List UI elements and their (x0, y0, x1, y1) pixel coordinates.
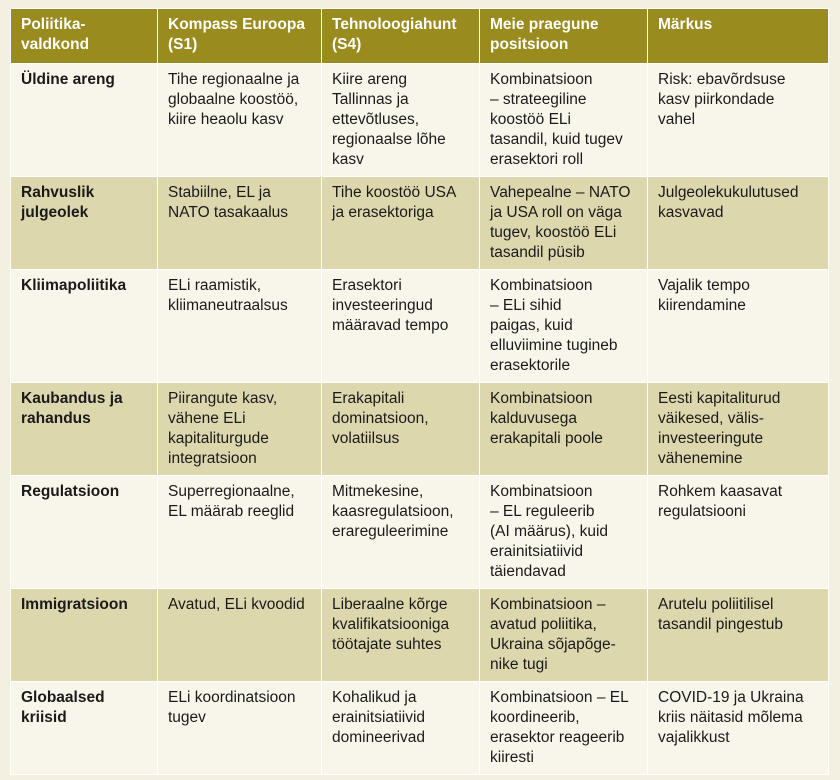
cell-text-line: Erasektori (332, 277, 402, 294)
header-s1-kompass-euroopa (158, 9, 322, 64)
cell-text-line: volatiilsus (332, 430, 400, 447)
cell-s1 (158, 383, 322, 476)
header-text-line: Tehnoloogiahunt (332, 16, 457, 33)
cell-text-line: avatud poliitika, (490, 616, 597, 633)
cell-text-line: kalduvusega (490, 410, 578, 427)
table-row (11, 589, 829, 682)
cell-text-line: erainitsiatiivid (332, 709, 426, 726)
cell-policy-area (11, 64, 158, 177)
cell-text-line: domineerivad (332, 729, 426, 746)
cell-note (648, 383, 829, 476)
cell-text-line: erasektor reageerib (490, 729, 625, 746)
cell-text-line: kasvavad (658, 204, 724, 221)
policy-comparison-table-frame (10, 8, 828, 775)
cell-text-line: Arutelu poliitilisel (658, 596, 774, 613)
cell-text-line: EL määrab reeglid (168, 503, 295, 520)
cell-text-line: Globaalsed (21, 689, 105, 706)
cell-current-position (480, 177, 648, 270)
cell-note (648, 64, 829, 177)
cell-text-line: Superregionaalne, (168, 483, 295, 500)
table-row (11, 177, 829, 270)
cell-s1 (158, 270, 322, 383)
cell-text-line: ELi raamistik, (168, 277, 262, 294)
header-text-line: Kompass Euroopa (168, 16, 305, 33)
cell-text-line: Kombinatsioon – EL (490, 689, 629, 706)
cell-s4 (322, 682, 480, 775)
table-row (11, 682, 829, 775)
cell-text-line: Stabiilne, EL ja (168, 184, 271, 201)
header-text-line: Märkus (658, 16, 713, 33)
cell-policy-area (11, 682, 158, 775)
header-text-line: Poliitika- (21, 16, 86, 33)
cell-text-line: (AI määrus), kuid (490, 523, 609, 540)
cell-text-line: ettevõtluses, (332, 111, 420, 128)
cell-text-line: erasektorile (490, 357, 571, 374)
cell-text-line: vahel (658, 111, 696, 128)
cell-text-line: tasandil, kuid tugev (490, 131, 623, 148)
cell-text-line: erakapitali poole (490, 430, 603, 447)
cell-s4 (322, 383, 480, 476)
cell-text-line: Mitmekesine, (332, 483, 424, 500)
header-text-line: valdkond (21, 36, 90, 53)
header-text-line: Meie praegune (490, 16, 599, 33)
cell-text-line: Vajalik tempo (658, 277, 750, 294)
cell-text-line: kvalifikatsiooniga (332, 616, 450, 633)
cell-text-line: Tihe koostöö USA (332, 184, 457, 201)
cell-text-line: elluviimine tugineb (490, 337, 618, 354)
cell-text-line: julgeolek (21, 204, 89, 221)
cell-text-line: erareguleerimine (332, 523, 449, 540)
cell-text-line: erainitsiatiivid (490, 543, 584, 560)
header-policy-area (11, 9, 158, 64)
cell-text-line: NATO tasakaalus (168, 204, 289, 221)
cell-text-line: tugev (168, 709, 206, 726)
cell-text-line: – ELi sihid (490, 297, 562, 314)
cell-text-line: Tallinnas ja (332, 91, 409, 108)
cell-text-line: kiirendamine (658, 297, 746, 314)
cell-text-line: vajalikkust (658, 729, 730, 746)
cell-s1 (158, 64, 322, 177)
cell-text-line: Tihe regionaalne ja (168, 71, 300, 88)
cell-policy-area (11, 270, 158, 383)
cell-text-line: kliimaneutraalsus (168, 297, 288, 314)
cell-policy-area (11, 589, 158, 682)
cell-policy-area (11, 476, 158, 589)
cell-current-position (480, 476, 648, 589)
cell-text-line: Kohalikud ja (332, 689, 417, 706)
cell-text-line: dominatsioon, (332, 410, 429, 427)
table-row (11, 64, 829, 177)
table-row (11, 383, 829, 476)
cell-text-line: kapitaliturgude (168, 430, 269, 447)
cell-text-line: Kombinatsioon (490, 71, 593, 88)
table-header (11, 9, 829, 64)
table-row (11, 476, 829, 589)
cell-text-line: täiendavad (490, 563, 566, 580)
cell-text-line: erasektori roll (490, 151, 584, 168)
cell-text-line: kriisid (21, 709, 67, 726)
header-s4-tehnoloogiahunt (322, 9, 480, 64)
cell-text-line: COVID-19 ja Ukraina (658, 689, 804, 706)
cell-text-line: regionaalse lõhe (332, 131, 446, 148)
cell-text-line: tugev, koostöö ELi (490, 224, 617, 241)
cell-note (648, 682, 829, 775)
cell-text-line: Regulatsioon (21, 483, 120, 500)
cell-text-line: Rohkem kaasavat (658, 483, 783, 500)
cell-text-line: koordineerib, (490, 709, 580, 726)
header-current-position (480, 9, 648, 64)
cell-text-line: investeeringute (658, 430, 764, 447)
cell-s4 (322, 270, 480, 383)
cell-s1 (158, 476, 322, 589)
cell-current-position (480, 383, 648, 476)
cell-text-line: töötajate suhtes (332, 636, 442, 653)
cell-text-line: Eesti kapitaliturud (658, 390, 781, 407)
cell-text-line: rahandus (21, 410, 91, 427)
cell-text-line: – EL reguleerib (490, 503, 595, 520)
cell-text-line: Avatud, ELi kvoodid (168, 596, 305, 613)
cell-text-line: Kombinatsioon (490, 277, 593, 294)
cell-text-line: tasandil püsib (490, 244, 585, 261)
cell-text-line: regulatsiooni (658, 503, 746, 520)
header-row (11, 9, 829, 64)
cell-s1 (158, 682, 322, 775)
cell-text-line: kiiresti (490, 749, 534, 766)
cell-s4 (322, 177, 480, 270)
cell-text-line: Üldine areng (21, 71, 115, 88)
cell-text-line: paigas, kuid (490, 317, 573, 334)
header-text-line: (S4) (332, 36, 362, 53)
cell-note (648, 177, 829, 270)
cell-text-line: Risk: ebavõrdsuse (658, 71, 786, 88)
cell-text-line: Julgeolekukulutused (658, 184, 799, 201)
cell-s1 (158, 177, 322, 270)
table-row (11, 270, 829, 383)
header-text-line: (S1) (168, 36, 198, 53)
cell-text-line: ja USA roll on väga (490, 204, 622, 221)
cell-s1 (158, 589, 322, 682)
cell-current-position (480, 270, 648, 383)
cell-text-line: kriis näitasid mõlema (658, 709, 803, 726)
cell-note (648, 589, 829, 682)
cell-text-line: globaalne koostöö, (168, 91, 299, 108)
table-body (11, 64, 829, 775)
cell-policy-area (11, 177, 158, 270)
cell-text-line: integratsioon (168, 450, 257, 467)
cell-s4 (322, 64, 480, 177)
cell-text-line: Erakapitali (332, 390, 405, 407)
cell-text-line: vähene ELi (168, 410, 246, 427)
cell-text-line: – strateegiline (490, 91, 587, 108)
cell-text-line: Kiire areng (332, 71, 407, 88)
cell-text-line: Immigratsioon (21, 596, 128, 613)
cell-note (648, 476, 829, 589)
cell-text-line: Vahepealne – NATO (490, 184, 631, 201)
cell-text-line: Kombinatsioon (490, 483, 593, 500)
policy-comparison-table (10, 8, 829, 775)
cell-text-line: Kombinatsioon (490, 390, 593, 407)
cell-s4 (322, 476, 480, 589)
cell-text-line: määravad tempo (332, 317, 449, 334)
cell-text-line: Piirangute kasv, (168, 390, 278, 407)
header-text-line: positsioon (490, 36, 569, 53)
cell-current-position (480, 682, 648, 775)
cell-text-line: vähenemine (658, 450, 743, 467)
cell-text-line: ELi koordinatsioon (168, 689, 296, 706)
cell-text-line: väikesed, välis- (658, 410, 764, 427)
cell-text-line: Kaubandus ja (21, 390, 123, 407)
cell-text-line: Ukraina sõjapõge- (490, 636, 616, 653)
cell-current-position (480, 64, 648, 177)
cell-text-line: ja erasektoriga (332, 204, 434, 221)
cell-current-position (480, 589, 648, 682)
cell-text-line: nike tugi (490, 656, 548, 673)
cell-policy-area (11, 383, 158, 476)
cell-text-line: kiire heaolu kasv (168, 111, 284, 128)
cell-text-line: Kliimapoliitika (21, 277, 127, 294)
cell-text-line: Kombinatsioon – (490, 596, 606, 613)
cell-text-line: Liberaalne kõrge (332, 596, 448, 613)
cell-text-line: koostöö ELi (490, 111, 571, 128)
cell-text-line: tasandil pingestub (658, 616, 783, 633)
cell-text-line: kasv (332, 151, 364, 168)
header-note (648, 9, 829, 64)
cell-text-line: kasv piirkondade (658, 91, 775, 108)
cell-text-line: kaasregulatsioon, (332, 503, 454, 520)
cell-note (648, 270, 829, 383)
cell-text-line: investeeringud (332, 297, 433, 314)
cell-s4 (322, 589, 480, 682)
cell-text-line: Rahvuslik (21, 184, 95, 201)
